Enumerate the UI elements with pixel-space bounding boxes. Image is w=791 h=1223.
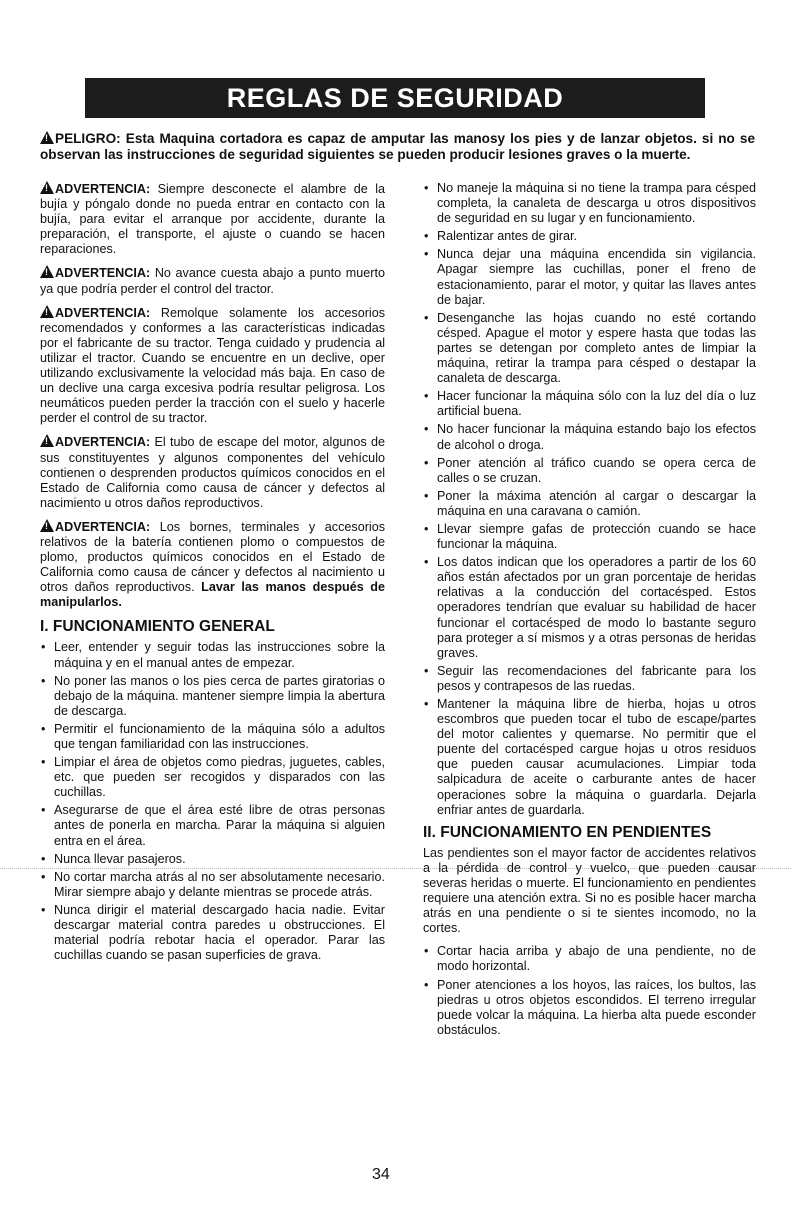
list-item: • Poner atenciones a los hoyos, las raíces, los bultos, las piedras u otros objetos escondidos. El terreno irregular puede volcar la máquina. La hierba alta puede esconder obstáculos. xyxy=(423,978,756,1038)
warning-label: ADVERTENCIA: xyxy=(55,266,151,281)
warning-triangle-icon xyxy=(40,434,54,447)
warning-paragraph xyxy=(40,181,385,257)
warning-label: ADVERTENCIA: xyxy=(55,435,151,450)
list-item: • Hacer funcionar la máquina sólo con la luz del día o luz artificial buena. xyxy=(423,389,756,419)
warning-text: El tubo de escape del motor, algunos de sus constituyentes y algunos componentes del vehículo contienen o desprenden productos químicos conocidos en el Estado de California como causa de cáncer y defectos al nacimiento u otros daños reproductivos. xyxy=(40,435,385,510)
list-item: • No hacer funcionar la máquina estando bajo los efectos de alcohol o droga. xyxy=(423,422,756,452)
list-item: • Nunca dejar una máquina encendida sin vigilancia. Apagar siempre las cuchillas, poner el freno de estacionamiento, parar el motor, y quitar las llaves antes de bajar. xyxy=(423,247,756,307)
list-item: • No cortar marcha atrás al no ser absolutamente necesario. Mirar siempre abajo y delante mientras se procede atrás. xyxy=(40,870,385,900)
danger-label: PELIGRO: xyxy=(55,131,121,146)
list-item: • Cortar hacia arriba y abajo de una pendiente, no de modo horizontal. xyxy=(423,944,756,974)
left-column xyxy=(40,181,385,969)
list-item: • Leer, entender y seguir todas las instrucciones sobre la máquina y en el manual antes de empezar. xyxy=(40,640,385,670)
warning-triangle-icon xyxy=(40,131,54,144)
warning-triangle-icon xyxy=(40,519,54,532)
warning-paragraph xyxy=(40,434,385,510)
list-item: • Desenganche las hojas cuando no esté cortando césped. Apague el motor y espere hasta que todas las partes se detengan por completo antes de limpiar la máquina, retirar la trampa para césped o destapar la canaleta de descarga. xyxy=(423,311,756,386)
warning-triangle-icon xyxy=(40,265,54,278)
page-title-banner xyxy=(85,78,705,118)
warning-label: ADVERTENCIA: xyxy=(55,519,151,534)
slopes-intro: Las pendientes son el mayor factor de accidentes relativos a la pérdida de control y vuelco, que pueden causar severas heridas o muerte. El funcionamiento en pendientes requiere una atención extra. Si no es posible hacer marcha atrás en una pendiente o si te sientes incomodo, no la cortes. xyxy=(423,845,756,936)
warning-label: ADVERTENCIA: xyxy=(55,182,151,196)
warning-bold-instruction: Lavar las manos después de manipularlos. xyxy=(40,580,385,610)
safety-rules-list xyxy=(423,181,756,818)
warning-text: Remolque solamente los accesorios recomendados y conformes a las características indicadas por el fabricante de su tractor. Tenga cuidado y prudencia al utilizar el tractor. Cuando se encuentre en un declive, oper utilizando exclusivamente la velocidad más baja. En caso de un declive una carga excesiva podría resultar peligrosa. Los neumáticos pueden perder la tracción con el suelo y hacerle perder el control de su tractor. xyxy=(40,305,385,426)
warning-paragraph xyxy=(40,519,385,611)
warning-text: No avance cuesta abajo a punto muerto ya que podría perder el control del tractor. xyxy=(40,266,386,296)
danger-notice xyxy=(40,131,755,163)
list-item: • Poner atención al tráfico cuando se opera cerca de calles o se cruzan. xyxy=(423,456,756,486)
section-heading-slopes: II. FUNCIONAMIENTO EN PENDIENTES xyxy=(423,823,712,841)
warning-paragraph xyxy=(40,305,385,427)
list-item: • Mantener la máquina libre de hierba, hojas u otros escombros que pueden tocar el tubo de escape/partes del motor calientes y quemarse. No permitir que el puente del cortacésped cargue hojas u otros residuos que pueden causar acumulaciones. Limpiar toda salpicadura de aceite o carburante antes de hacer operaciones sobre la máquina o guardarla. Dejarla enfriar antes de guardarla. xyxy=(423,697,756,818)
right-column xyxy=(423,181,756,1044)
section-heading-general: I. FUNCIONAMIENTO GENERAL xyxy=(40,618,275,636)
list-item: • Los datos indican que los operadores a partir de los 60 años están afectados por un gran porcentaje de heridas relativas a la conducción del cortacésped. Estos operadores tendrían que evaluar su habilidad de hacer funcionar el cortacésped de modo lo bastante seguro para proteger a sí mismos y a otras personas de heridas graves. xyxy=(423,555,756,661)
slopes-list xyxy=(423,944,756,1038)
list-item: • Seguir las recomendaciones del fabricante para los pesos y contrapesos de las ruedas. xyxy=(423,664,756,694)
page-number: 34 xyxy=(372,1166,390,1183)
page-title: REGLAS DE SEGURIDAD xyxy=(226,82,564,113)
general-operation-list xyxy=(40,640,385,963)
list-item: • No maneje la máquina si no tiene la trampa para césped completa, la canaleta de descarga u otros dispositivos de seguridad en su lugar y en funcionamiento. xyxy=(423,181,756,226)
list-item: • Limpiar el área de objetos como piedras, juguetes, cables, etc. que pueden ser recogidos y disparados con las cuchillas. xyxy=(40,755,385,800)
warning-paragraph xyxy=(40,265,385,296)
list-item: • No poner las manos o los pies cerca de partes giratorias o debajo de la máquina. mantener siempre limpia la abertura de descarga. xyxy=(40,674,385,719)
list-item: • Nunca llevar pasajeros. xyxy=(40,852,385,867)
warning-text: Los bornes, terminales y accesorios relativos de la batería contienen plomo o compuestos de plomo, productos químicos conocidos en el Estado de California como causa de cáncer y defectos al nacimiento u otros daños reproductivos. xyxy=(40,519,385,595)
warning-triangle-icon xyxy=(40,181,54,194)
warning-label: ADVERTENCIA: xyxy=(55,305,151,320)
list-item: • Asegurarse de que el área esté libre de otras personas antes de ponerla en marcha. Parar la máquina si alguien entra en el área. xyxy=(40,803,385,848)
list-item: • Nunca dirigir el material descargado hacia nadie. Evitar descargar material contra paredes u obstrucciones. El material podría rebotar hacia el operador. Parar las cuchillas cuando se pasan superficies de grava. xyxy=(40,903,385,963)
warning-triangle-icon xyxy=(40,305,54,318)
list-item: • Ralentizar antes de girar. xyxy=(423,229,756,244)
list-item: • Llevar siempre gafas de protección cuando se hace funcionar la máquina. xyxy=(423,522,756,552)
list-item: • Poner la máxima atención al cargar o descargar la máquina en una caravana o camión. xyxy=(423,489,756,519)
danger-text: Esta Maquina cortadora es capaz de amputar las manosy los pies y de lanzar objetos. si no se observan las instrucciones de seguridad siguientes se pueden producir lesiones graves o la muerte. xyxy=(40,131,756,162)
warning-text: Siempre desconecte el alambre de la bujía y póngalo donde no pueda entrar en contacto con la bujía, para evitar el arranque por accidente, durante la preparación, el transporte, el ajuste o cuando se hacen reparaciones. xyxy=(40,182,385,257)
list-item: • Permitir el funcionamiento de la máquina sólo a adultos que tengan familiaridad con las instrucciones. xyxy=(40,722,385,752)
